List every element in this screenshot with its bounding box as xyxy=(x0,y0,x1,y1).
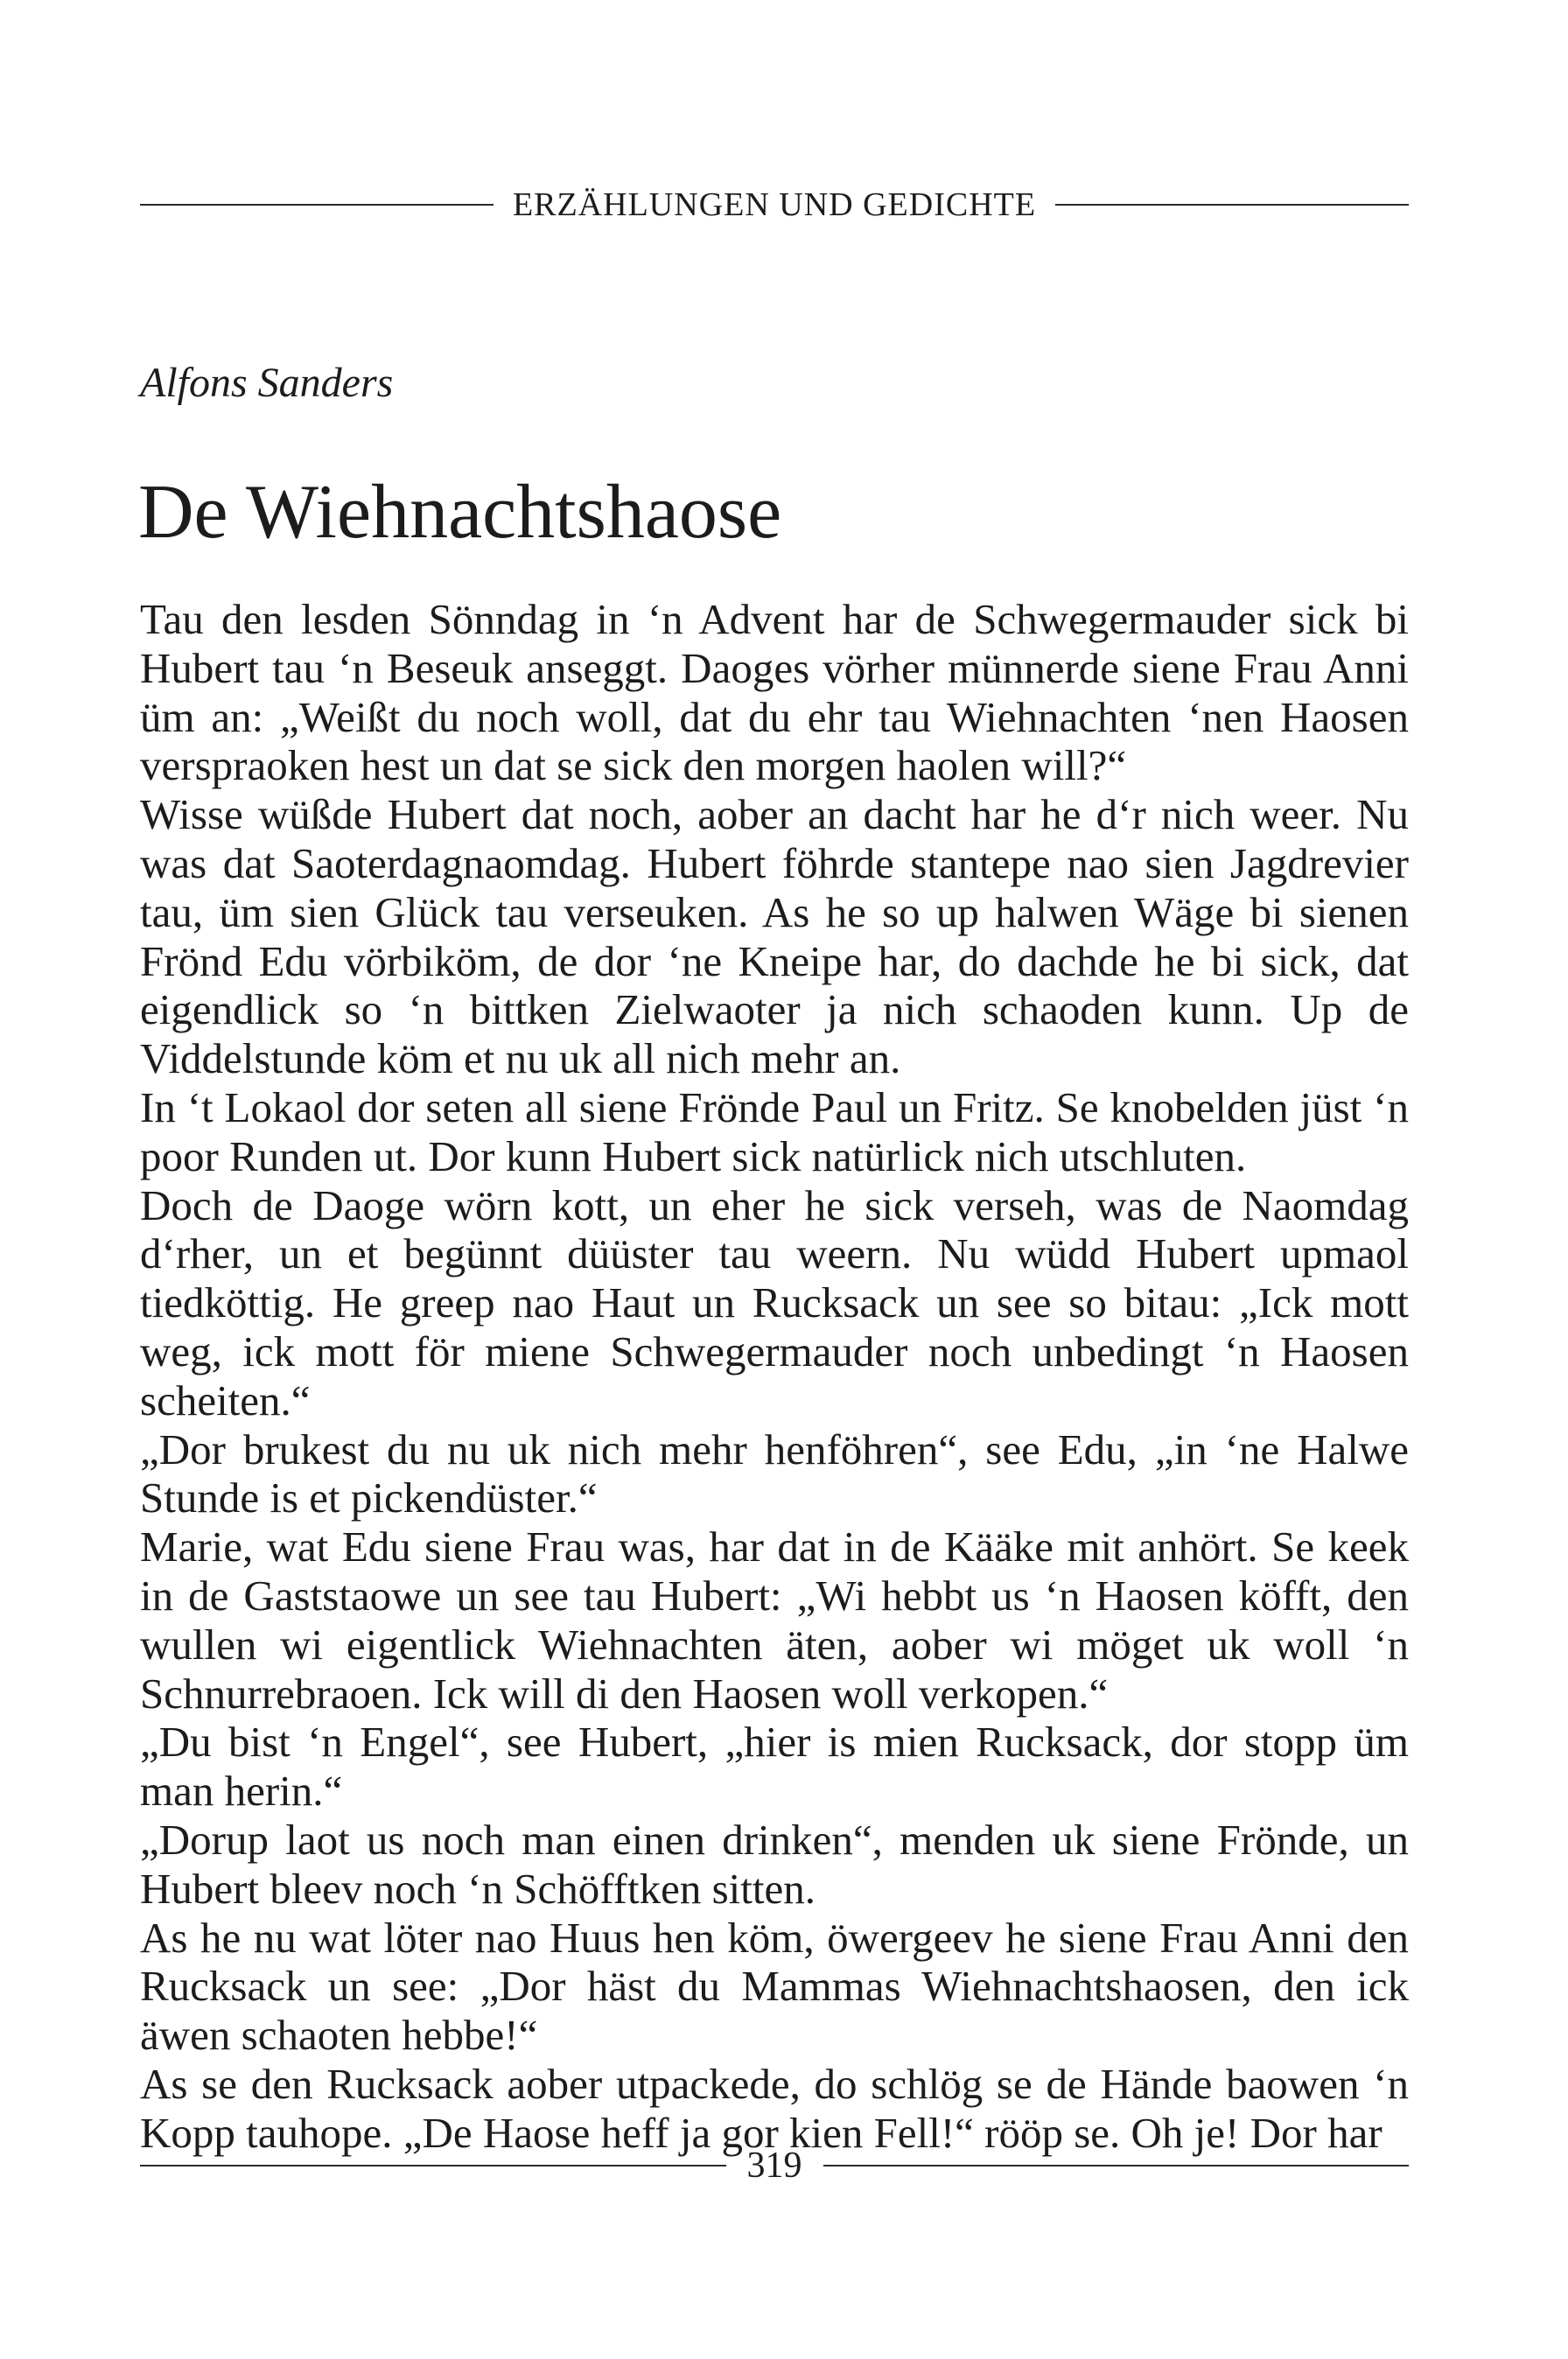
footer-rule-right xyxy=(823,2165,1410,2166)
paragraph: „Dor brukest du nu uk nich mehr henföhren“, see Edu, „in ‘ne Halwe Stunde is et pickendüster.“ xyxy=(140,1424,1409,1522)
header-rule-left xyxy=(140,204,494,206)
paragraph: As se den Rucksack aober utpackede, do schlög se de Hände baowen ‘n Kopp tauhope. „De Haose heff ja gor kien Fell!“ rööp se. Oh je! Dor har xyxy=(140,2059,1409,2157)
article-title: De Wiehnachtshaose xyxy=(138,470,782,555)
paragraph: „Dorup laot us noch man einen drinken“, menden uk siene Frönde, un Hubert bleev noch ‘n Schöfftken sitten. xyxy=(140,1815,1409,1913)
page-footer xyxy=(140,2139,1409,2192)
paragraph: As he nu wat löter nao Huus hen köm, öwergeev he siene Frau Anni den Rucksack un see: „Dor häst du Mammas Wiehnachtshaosen, den ick äwen schaoten hebbe!“ xyxy=(140,1913,1409,2060)
paragraph: In ‘t Lokaol dor seten all siene Frönde Paul un Fritz. Se knobelden jüst ‘n poor Runden ut. Dor kunn Hubert sick natürlick nich utschluten. xyxy=(140,1082,1409,1180)
footer-rule-left xyxy=(140,2165,726,2166)
paragraph: Wisse wüßde Hubert dat noch, aober an dacht har he d‘r nich weer. Nu was dat Saoterdagnaomdag. Hubert föhrde stantepe nao sien Jagdrevier tau, üm sien Glück tau verseuken. As he so up halwen Wäge bi sienen Frönd Edu vörbiköm, de dor ‘ne Kneipe har, do dachde he bi sick, dat eigendlick so ‘n bittken Zielwaoter ja nich schaoden kunn. Up de Viddelstunde köm et nu uk all nich mehr an. xyxy=(140,790,1409,1083)
paragraph: Tau den lesden Sönndag in ‘n Advent har de Schwegermauder sick bi Hubert tau ‘n Beseuk anseggt. Daoges vörher münnerde siene Frau Anni üm an: „Weißt du noch woll, dat du ehr tau Wiehnachten ‘nen Haosen verspraoken hest un dat se sick den morgen haolen will?“ xyxy=(140,595,1409,790)
page-number: 319 xyxy=(746,2146,802,2186)
paragraph: Doch de Daoge wörn kott, un eher he sick verseh, was de Naomdag d‘rher, un et begünnt düüster tau weern. Nu wüdd Hubert upmaol tiedköttig. He greep nao Haut un Rucksack un see so bitau: „Ick mott weg, ick mott för miene Schwegermauder noch unbedingt ‘n Haosen scheiten.“ xyxy=(140,1180,1409,1424)
paragraph: „Du bist ‘n Engel“, see Hubert, „hier is mien Rucksack, dor stopp üm man herin.“ xyxy=(140,1718,1409,1816)
running-header xyxy=(140,178,1409,232)
article-body xyxy=(140,595,1409,2158)
paragraph: Marie, wat Edu siene Frau was, har dat in de Kääke mit anhört. Se keek in de Gaststaowe un see tau Hubert: „Wi hebbt us ‘n Haosen köfft, den wullen wi eigentlick Wiehnachten äten, aober wi möget uk woll ‘n Schnurrebraoen. Ick will di den Haosen woll verkopen.“ xyxy=(140,1522,1409,1718)
header-rule-right xyxy=(1055,204,1409,206)
author-name: Alfons Sanders xyxy=(140,360,394,406)
running-title: ERZÄHLUNGEN UND GEDICHTE xyxy=(512,186,1037,223)
